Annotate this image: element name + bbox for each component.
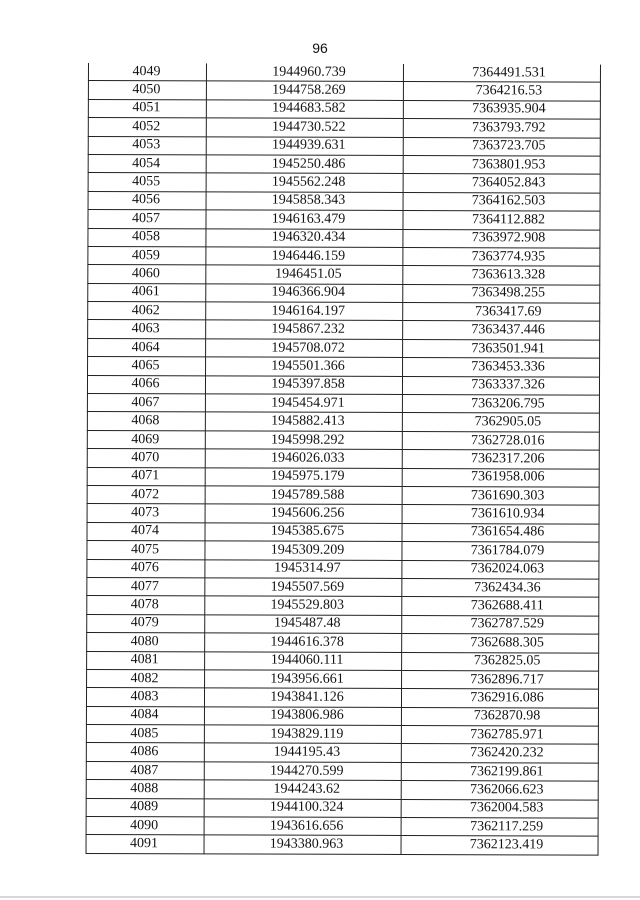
x-coordinate-cell: 1944960.739 <box>206 63 403 82</box>
table-row <box>87 541 599 561</box>
y-coordinate-cell: 7363501.941 <box>403 339 600 358</box>
point-id-cell: 4059 <box>88 246 206 265</box>
x-coordinate-cell: 1944939.631 <box>206 136 403 155</box>
point-id-cell: 4083 <box>86 688 204 707</box>
y-coordinate-cell: 7361654.486 <box>402 523 599 542</box>
point-id-cell: 4050 <box>88 81 206 100</box>
x-coordinate-cell: 1945789.588 <box>205 486 402 505</box>
point-id-cell: 4079 <box>87 614 205 633</box>
table-row <box>86 743 598 763</box>
y-coordinate-cell: 7362870.98 <box>401 707 598 726</box>
y-coordinate-cell: 7362420.232 <box>401 744 598 763</box>
table-row <box>87 614 599 634</box>
point-id-cell: 4056 <box>88 191 206 210</box>
x-coordinate-cell: 1945487.48 <box>205 615 402 634</box>
table-row <box>87 412 599 432</box>
table-row <box>88 246 600 266</box>
x-coordinate-cell: 1945507.569 <box>205 578 402 597</box>
x-coordinate-cell: 1943806.986 <box>204 707 401 726</box>
point-id-cell: 4082 <box>87 669 205 688</box>
table-row <box>88 265 600 285</box>
y-coordinate-cell: 7362317.206 <box>402 450 599 469</box>
x-coordinate-cell: 1945454.971 <box>205 394 402 413</box>
table-row <box>88 99 600 119</box>
x-coordinate-cell: 1945998.292 <box>205 431 402 450</box>
point-id-cell: 4058 <box>88 228 206 247</box>
table-row <box>88 63 600 82</box>
x-coordinate-cell: 1943829.119 <box>204 725 401 744</box>
table-row <box>87 522 599 542</box>
x-coordinate-cell: 1946164.197 <box>206 302 403 321</box>
y-coordinate-cell: 7362905.05 <box>402 413 599 432</box>
y-coordinate-cell: 7363972.908 <box>403 229 600 248</box>
y-coordinate-cell: 7363935.904 <box>403 100 600 119</box>
point-id-cell: 4090 <box>86 817 204 836</box>
y-coordinate-cell: 7362825.05 <box>402 652 599 671</box>
point-id-cell: 4070 <box>87 449 205 468</box>
y-coordinate-cell: 7363774.935 <box>403 247 600 266</box>
point-id-cell: 4086 <box>86 743 204 762</box>
point-id-cell: 4054 <box>88 154 206 173</box>
table-row <box>88 154 600 174</box>
point-id-cell: 4088 <box>86 780 204 799</box>
point-id-cell: 4060 <box>88 265 206 284</box>
table-row <box>87 467 599 487</box>
x-coordinate-cell: 1943956.661 <box>205 670 402 689</box>
x-coordinate-cell: 1945882.413 <box>205 412 402 431</box>
y-coordinate-cell: 7363613.328 <box>403 266 600 285</box>
x-coordinate-cell: 1945606.256 <box>205 504 402 523</box>
point-id-cell: 4085 <box>86 725 204 744</box>
y-coordinate-cell: 7362066.623 <box>401 781 598 800</box>
point-id-cell: 4053 <box>88 136 206 155</box>
y-coordinate-cell: 7362916.086 <box>401 689 598 708</box>
y-coordinate-cell: 7363498.255 <box>403 284 600 303</box>
x-coordinate-cell: 1945867.232 <box>206 320 403 339</box>
table-row <box>87 596 599 616</box>
table-row <box>86 835 598 855</box>
x-coordinate-cell: 1943841.126 <box>204 688 401 707</box>
table-row <box>88 118 600 138</box>
y-coordinate-cell: 7363801.953 <box>403 155 600 174</box>
point-id-cell: 4057 <box>88 210 206 229</box>
x-coordinate-cell: 1944730.522 <box>206 118 403 137</box>
table-row <box>88 228 600 248</box>
x-coordinate-cell: 1944758.269 <box>206 81 403 100</box>
y-coordinate-cell: 7362728.016 <box>402 431 599 450</box>
x-coordinate-cell: 1946366.904 <box>206 284 403 303</box>
table-row <box>88 320 600 340</box>
point-id-cell: 4080 <box>87 633 205 652</box>
scan-bottom-edge <box>0 896 640 898</box>
point-id-cell: 4078 <box>87 596 205 615</box>
point-id-cell: 4068 <box>87 412 205 431</box>
point-id-cell: 4075 <box>87 541 205 560</box>
x-coordinate-cell: 1946451.05 <box>206 265 403 284</box>
y-coordinate-cell: 7364162.503 <box>403 192 600 211</box>
table-row <box>86 688 598 708</box>
y-coordinate-cell: 7362688.411 <box>402 597 599 616</box>
point-id-cell: 4061 <box>88 283 206 302</box>
y-coordinate-cell: 7363453.336 <box>403 358 600 377</box>
table-row <box>87 559 599 579</box>
point-id-cell: 4062 <box>88 302 206 321</box>
y-coordinate-cell: 7364216.53 <box>403 82 600 101</box>
y-coordinate-cell: 7363337.326 <box>402 376 599 395</box>
y-coordinate-cell: 7361958.006 <box>402 468 599 487</box>
x-coordinate-cell: 1945562.248 <box>206 173 403 192</box>
point-id-cell: 4091 <box>86 835 204 854</box>
x-coordinate-cell: 1943616.656 <box>204 817 401 836</box>
x-coordinate-cell: 1946320.434 <box>206 228 403 247</box>
point-id-cell: 4052 <box>88 118 206 137</box>
point-id-cell: 4077 <box>87 577 205 596</box>
table-row <box>88 210 600 230</box>
point-id-cell: 4072 <box>87 485 205 504</box>
table-row <box>87 485 599 505</box>
y-coordinate-cell: 7361690.303 <box>402 486 599 505</box>
coordinate-table-body <box>86 63 600 855</box>
table-row <box>87 651 599 671</box>
point-id-cell: 4081 <box>87 651 205 670</box>
y-coordinate-cell: 7363206.795 <box>402 395 599 414</box>
y-coordinate-cell: 7361610.934 <box>402 505 599 524</box>
y-coordinate-cell: 7363723.705 <box>403 137 600 156</box>
y-coordinate-cell: 7362688.305 <box>402 634 599 653</box>
point-id-cell: 4087 <box>86 761 204 780</box>
y-coordinate-cell: 7362785.971 <box>401 726 598 745</box>
table-row <box>87 669 599 689</box>
x-coordinate-cell: 1945397.858 <box>205 376 402 395</box>
y-coordinate-cell: 7362004.583 <box>401 799 598 818</box>
table-row <box>86 761 598 781</box>
x-coordinate-cell: 1943380.963 <box>204 835 401 854</box>
point-id-cell: 4063 <box>88 320 206 339</box>
point-id-cell: 4067 <box>87 394 205 413</box>
x-coordinate-cell: 1945309.209 <box>205 541 402 560</box>
table-row <box>88 173 600 193</box>
table-row <box>87 577 599 597</box>
y-coordinate-cell: 7362117.259 <box>401 818 598 837</box>
x-coordinate-cell: 1944683.582 <box>206 100 403 119</box>
x-coordinate-cell: 1945708.072 <box>206 339 403 358</box>
point-id-cell: 4064 <box>88 338 206 357</box>
x-coordinate-cell: 1945250.486 <box>206 155 403 174</box>
table-row <box>86 798 598 818</box>
y-coordinate-cell: 7364112.882 <box>403 211 600 230</box>
y-coordinate-cell: 7362199.861 <box>401 762 598 781</box>
x-coordinate-cell: 1944195.43 <box>204 743 401 762</box>
table-row <box>88 302 600 322</box>
y-coordinate-cell: 7362896.717 <box>402 670 599 689</box>
table-row <box>86 780 598 800</box>
point-id-cell: 4065 <box>88 357 206 376</box>
y-coordinate-cell: 7364491.531 <box>403 64 600 83</box>
table-row <box>87 430 599 450</box>
x-coordinate-cell: 1946446.159 <box>206 247 403 266</box>
point-id-cell: 4073 <box>87 504 205 523</box>
x-coordinate-cell: 1945501.366 <box>206 357 403 376</box>
table-row <box>87 375 599 395</box>
table-row <box>88 357 600 377</box>
point-id-cell: 4076 <box>87 559 205 578</box>
y-coordinate-cell: 7363417.69 <box>403 303 600 322</box>
point-id-cell: 4049 <box>88 63 206 81</box>
y-coordinate-cell: 7362434.36 <box>402 578 599 597</box>
y-coordinate-cell: 7362123.419 <box>401 836 598 855</box>
table-row <box>86 725 598 745</box>
point-id-cell: 4069 <box>87 430 205 449</box>
x-coordinate-cell: 1945314.97 <box>205 559 402 578</box>
x-coordinate-cell: 1944060.111 <box>205 651 402 670</box>
point-id-cell: 4084 <box>86 706 204 725</box>
y-coordinate-cell: 7363437.446 <box>403 321 600 340</box>
point-id-cell: 4055 <box>88 173 206 192</box>
table-row <box>87 504 599 524</box>
x-coordinate-cell: 1945975.179 <box>205 467 402 486</box>
table-row <box>88 338 600 358</box>
point-id-cell: 4066 <box>87 375 205 394</box>
x-coordinate-cell: 1944616.378 <box>205 633 402 652</box>
point-id-cell: 4089 <box>86 798 204 817</box>
table-row <box>88 81 600 101</box>
page-number: 96 <box>312 40 328 56</box>
x-coordinate-cell: 1945858.343 <box>206 192 403 211</box>
x-coordinate-cell: 1946026.033 <box>205 449 402 468</box>
table-row <box>86 706 598 726</box>
y-coordinate-cell: 7364052.843 <box>403 174 600 193</box>
table-row <box>87 394 599 414</box>
table-row <box>87 449 599 469</box>
x-coordinate-cell: 1944270.599 <box>204 762 401 781</box>
x-coordinate-cell: 1944100.324 <box>204 798 401 817</box>
table-row <box>87 633 599 653</box>
x-coordinate-cell: 1946163.479 <box>206 210 403 229</box>
point-id-cell: 4051 <box>88 99 206 118</box>
y-coordinate-cell: 7362787.529 <box>402 615 599 634</box>
y-coordinate-cell: 7363793.792 <box>403 119 600 138</box>
x-coordinate-cell: 1945529.803 <box>205 596 402 615</box>
table-row <box>88 283 600 303</box>
x-coordinate-cell: 1945385.675 <box>205 523 402 542</box>
table-row <box>88 136 600 156</box>
table-row <box>86 817 598 837</box>
y-coordinate-cell: 7362024.063 <box>402 560 599 579</box>
table-row <box>88 191 600 211</box>
coordinate-table <box>86 63 601 855</box>
y-coordinate-cell: 7361784.079 <box>402 542 599 561</box>
x-coordinate-cell: 1944243.62 <box>204 780 401 799</box>
point-id-cell: 4071 <box>87 467 205 486</box>
point-id-cell: 4074 <box>87 522 205 541</box>
